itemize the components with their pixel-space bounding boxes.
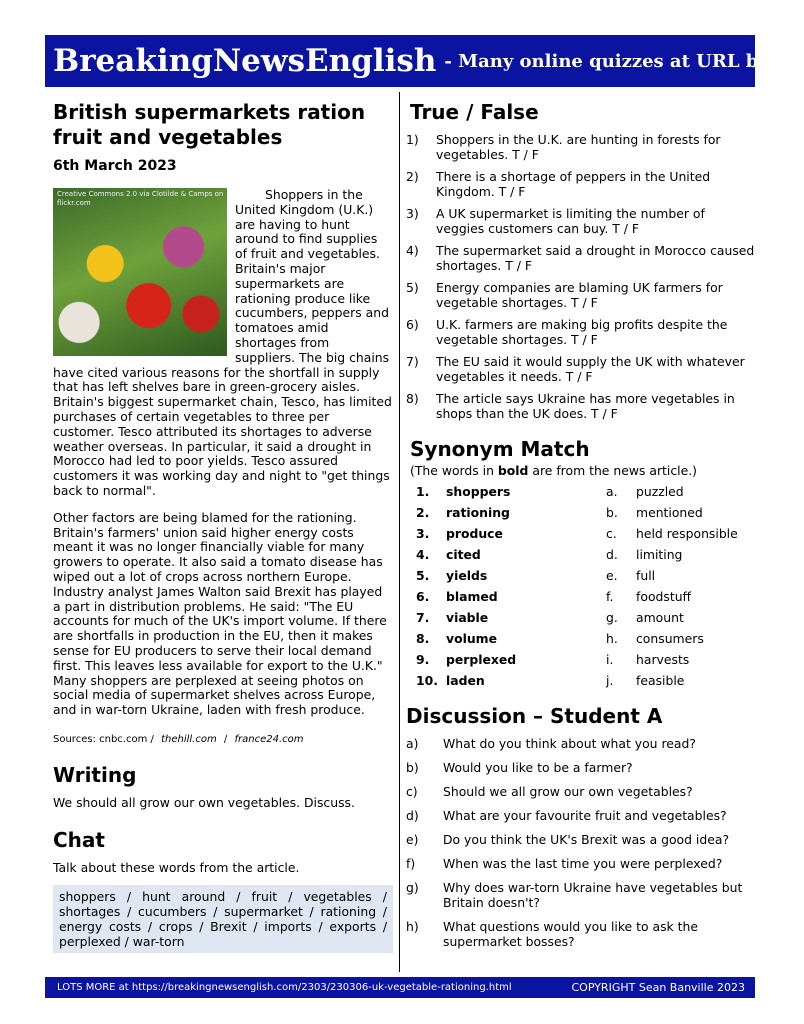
discussion-heading: Discussion – Student A (406, 704, 663, 728)
word-number: 2. (416, 505, 430, 520)
article-word: viable (446, 610, 489, 625)
item-text: The article says Ukraine has more vegetables in shops than the UK does. T / F (436, 391, 735, 421)
image-credit: Creative Commons 2.0 via Clotilde & Camps on flickr.com (57, 190, 224, 207)
word-number: 7. (416, 610, 430, 625)
match-word: consumers (636, 631, 704, 646)
note-text: are from the news article.) (528, 463, 698, 478)
article-word: blamed (446, 589, 498, 604)
item-text: Should we all grow our own vegetables? (443, 784, 693, 799)
word-number: 9. (416, 652, 430, 667)
item-text: The EU said it would supply the UK with whatever vegetables it needs. T / F (436, 354, 745, 384)
item-text: What do you think about what you read? (443, 736, 696, 751)
item-letter: h) (406, 919, 419, 934)
item-text: There is a shortage of peppers in the United Kingdom. T / F (436, 169, 711, 199)
item-text: A UK supermarket is limiting the number of veggies customers can buy. T / F (436, 206, 705, 236)
item-number: 3) (406, 206, 419, 221)
item-number: 7) (406, 354, 419, 369)
item-letter: g) (406, 880, 419, 895)
right-column (406, 100, 756, 958)
word-number: 8. (416, 631, 430, 646)
list-item (406, 784, 756, 799)
source-link[interactable]: thehill.com (161, 733, 217, 745)
list-item (406, 391, 756, 421)
match-letter: g. (606, 610, 618, 625)
list-item (406, 808, 756, 823)
true-false-heading: True / False (410, 100, 539, 124)
item-letter: a) (406, 736, 419, 751)
match-word: held responsible (636, 526, 738, 541)
match-letter: j. (606, 673, 614, 688)
list-item (406, 132, 756, 162)
source-link[interactable]: france24.com (234, 733, 304, 745)
list-item (406, 317, 756, 347)
item-letter: e) (406, 832, 419, 847)
word-number: 4. (416, 547, 430, 562)
match-letter: d. (606, 547, 618, 562)
item-text: Would you like to be a farmer? (443, 760, 633, 775)
match-letter: i. (606, 652, 614, 667)
sources-label: Sources: (53, 733, 96, 745)
article-word: shoppers (446, 484, 511, 499)
item-number: 6) (406, 317, 419, 332)
sources-line (53, 734, 393, 745)
chat-instruction: Talk about these words from the article. (53, 859, 300, 875)
item-number: 4) (406, 243, 419, 258)
discussion-list (406, 736, 756, 949)
source-separator: / (150, 733, 154, 745)
left-column (53, 100, 393, 953)
vegetables-photo (53, 188, 227, 356)
chat-word-box: shoppers / hunt around / fruit / vegetables / shortages / cucumbers / supermarket / rationing / energy costs / crops / Brexit / imports / exports / perplexed / war-torn (53, 885, 393, 953)
list-item (406, 880, 756, 910)
item-text: The supermarket said a drought in Morocco caused shortages. T / F (436, 243, 755, 273)
article-word: laden (446, 673, 485, 688)
synonym-heading: Synonym Match (410, 437, 590, 461)
article-word: volume (446, 631, 497, 646)
note-text: (The words in (410, 463, 498, 478)
article-word: perplexed (446, 652, 517, 667)
word-number: 5. (416, 568, 430, 583)
item-letter: f) (406, 856, 416, 871)
chat-heading: Chat (53, 827, 105, 852)
list-item (406, 760, 756, 775)
synonym-note (410, 463, 756, 478)
list-item (406, 280, 756, 310)
source-link[interactable]: cnbc.com (99, 733, 148, 745)
item-text: Shoppers in the U.K. are hunting in forests for vegetables. T / F (436, 132, 721, 162)
list-item (406, 919, 756, 949)
article-word: yields (446, 568, 488, 583)
banner-tagline: - Many online quizzes at URL below (444, 50, 804, 72)
match-letter: a. (606, 484, 618, 499)
list-item (406, 856, 756, 871)
writing-prompt: We should all grow our own vegetables. Discuss. (53, 794, 355, 810)
match-letter: e. (606, 568, 618, 583)
match-letter: f. (606, 589, 614, 604)
note-bold: bold (497, 463, 529, 478)
writing-heading: Writing (53, 762, 137, 787)
footer-url-link[interactable]: LOTS MORE at https://breakingnewsenglish.com/2303/230306-uk-vegetable-rationing.html (57, 982, 512, 993)
list-item (406, 169, 756, 199)
item-letter: c) (406, 784, 418, 799)
list-item (406, 243, 756, 273)
article-word: rationing (446, 505, 510, 520)
header-banner (45, 35, 804, 87)
match-word: harvests (636, 652, 690, 667)
item-text: When was the last time you were perplexed? (443, 856, 723, 871)
word-number: 1. (416, 484, 430, 499)
article-title: British supermarkets ration fruit and vegetables (53, 100, 366, 149)
article-word: produce (446, 526, 503, 541)
article-paragraph-2: Other factors are being blamed for the rationing. Britain's farmers' union said higher energy costs meant it was no longer financially viable for many growers to operate. It also said a tomato disease has wiped out a lot of crops across northern Europe. Industry analyst James Walton said Brexit has played a part in distribution problems. He said: "The EU accounts for much of the UK's import volume. If there are shortfalls in production in the EU, then it makes sense for EU producers to serve their local demand first. This leaves less available for export to the U.K." Many shoppers are perplexed at seeing photos on social media of supermarket shelves across Europe, and in war-torn Ukraine, laden with fresh produce. (53, 509, 387, 718)
footer-bar (45, 977, 755, 998)
match-word: puzzled (636, 484, 684, 499)
item-number: 1) (406, 132, 419, 147)
column-divider (399, 92, 400, 972)
item-letter: d) (406, 808, 419, 823)
brand-title: BreakingNewsEnglish (53, 43, 437, 79)
word-number: 3. (416, 526, 430, 541)
list-item (406, 354, 756, 384)
match-letter: c. (606, 526, 617, 541)
item-text: Energy companies are blaming UK farmers for vegetable shortages. T / F (436, 280, 723, 310)
item-number: 5) (406, 280, 419, 295)
match-letter: h. (606, 631, 618, 646)
item-text: What questions would you like to ask the supermarket bosses? (443, 919, 698, 949)
match-word: mentioned (636, 505, 703, 520)
list-item (406, 736, 756, 751)
match-letter: b. (606, 505, 618, 520)
word-number: 6. (416, 589, 430, 604)
match-word: feasible (636, 673, 685, 688)
item-text: Why does war-torn Ukraine have vegetables but Britain doesn't? (443, 880, 743, 910)
article-date: 6th March 2023 (53, 158, 177, 174)
item-number: 2) (406, 169, 419, 184)
article-paragraph-1: Shoppers in the United Kingdom (U.K.) are having to hunt around to find supplies of fruit and vegetables. Britain's major supermarkets are rationing produce like cucumbers, peppers and tomatoes amid shortages from suppliers. The big chains have cited various reasons for the shortfall in supply that has left shelves bare in green-grocery aisles. Britain's biggest supermarket chain, Tesco, has limited purchases of certain vegetables to three per customer. Tesco attributed its shortages to adverse weather overseas. In particular, it said a drought in Morocco had led to poor yields. Tesco assured customers it was working day and night to "get things back to normal". (53, 187, 392, 498)
match-word: full (636, 568, 656, 583)
item-text: U.K. farmers are making big profits despite the vegetable shortages. T / F (436, 317, 728, 347)
word-number: 10. (416, 673, 438, 688)
source-separator: / (223, 733, 228, 745)
match-word: foodstuff (636, 589, 692, 604)
list-item (406, 206, 756, 236)
synonym-grid (416, 484, 756, 688)
match-word: limiting (636, 547, 683, 562)
copyright-text: COPYRIGHT Sean Banville 2023 (571, 981, 745, 994)
item-number: 8) (406, 391, 419, 406)
list-item (406, 832, 756, 847)
match-word: amount (636, 610, 684, 625)
item-text: What are your favourite fruit and vegetables? (443, 808, 727, 823)
item-text: Do you think the UK's Brexit was a good idea? (443, 832, 730, 847)
true-false-list (406, 132, 756, 421)
item-letter: b) (406, 760, 419, 775)
article-word: cited (446, 547, 481, 562)
